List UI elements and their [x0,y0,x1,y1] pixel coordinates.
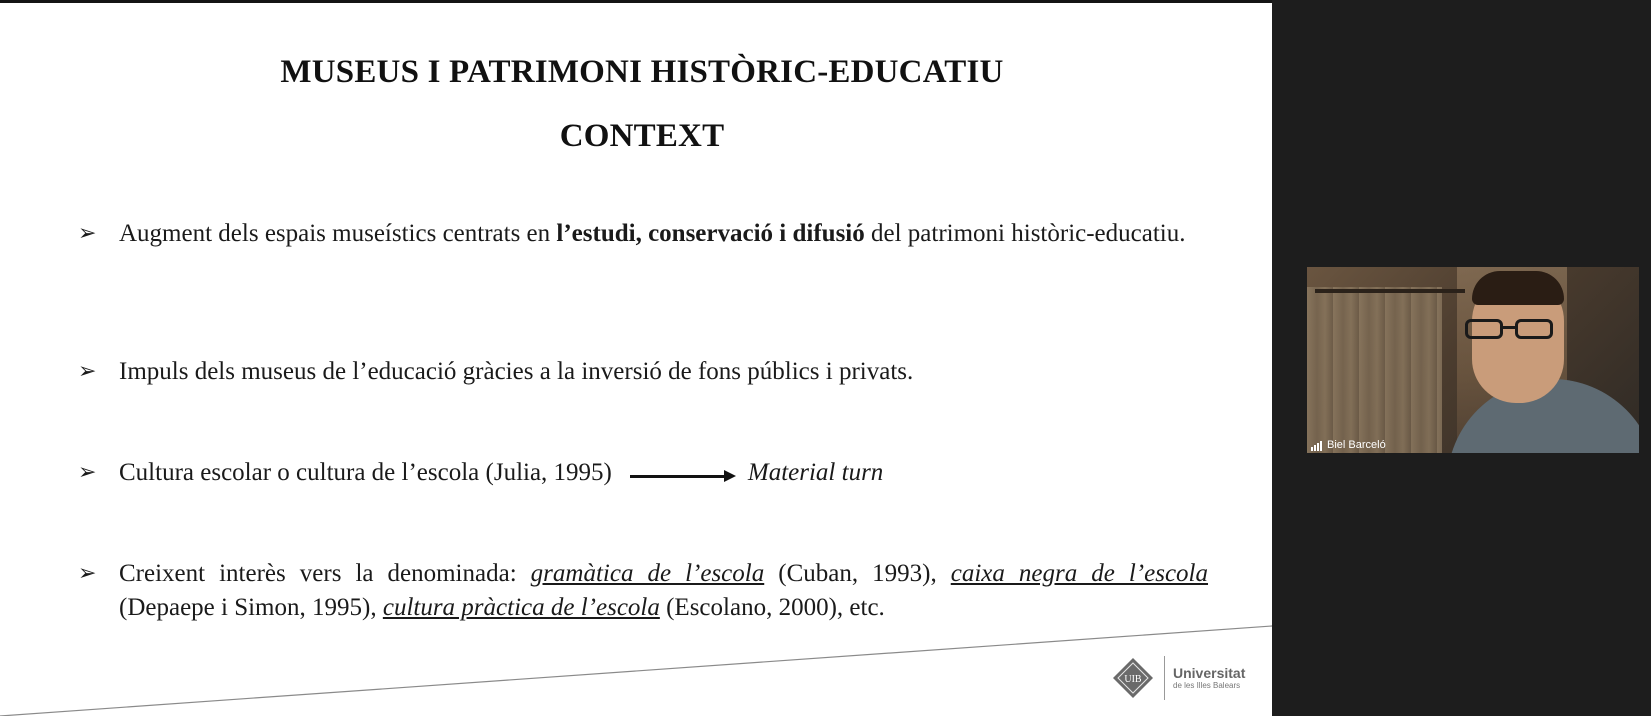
arrowhead-bullet-icon: ➢ [78,221,97,246]
bullet-text-part: Augment dels espais museístics centrats en [119,220,557,247]
bullet-text-part: (Depaepe i Simon, 1995), [119,594,383,621]
bullet-text: Impuls dels museus de l’educació gràcies a la inversió de fons públics i privats. [119,358,914,385]
underlined-term: caixa negra de l’escola [950,560,1209,587]
signal-strength-icon [1311,441,1323,451]
arrowhead-bullet-icon: ➢ [78,460,97,485]
bullet-text-part: (Escolano, 2000), etc. [659,594,885,621]
participant-video-tile[interactable] [1307,267,1639,453]
arrowhead-bullet-icon: ➢ [78,561,97,586]
uib-emblem-icon [1112,657,1154,699]
logo-subtext: de les Illes Balears [1173,680,1241,690]
arrowhead-bullet-icon: ➢ [78,359,97,384]
slide-subtitle: CONTEXT [559,118,725,154]
bullet-text-part: Creixent interès vers la denominada: [119,560,531,587]
slide-title: MUSEUS I PATRIMONI HISTÒRIC-EDUCATIU [280,54,1004,90]
bullet-bold-text: l’estudi, conservació i difusió [556,220,865,247]
logo-wordmark [1173,666,1245,691]
bullet-text: Cultura escolar o cultura de l’escola (Julia, 1995) [119,459,612,486]
university-logo [1112,656,1245,700]
bullet-text-part: (Cuban, 1993), [764,560,951,587]
glasses [1465,319,1561,341]
bullet-text-part: del patrimoni històric-educatiu. [864,220,1186,247]
underlined-term: cultura pràctica de l’escola [382,594,660,621]
logo-emblem-text: UIB [1124,674,1142,685]
underlined-term: gramàtica de l’escola [530,560,765,587]
background-curtain [1307,287,1442,453]
curtain-rod [1315,289,1465,293]
participant-name-bar [1311,439,1386,451]
logo-word: Universitat [1173,664,1246,681]
participant-hair [1472,271,1564,305]
logo-divider [1164,656,1165,700]
material-turn-text: Material turn [747,459,884,486]
participant-name: Biel Barceló [1327,439,1386,451]
